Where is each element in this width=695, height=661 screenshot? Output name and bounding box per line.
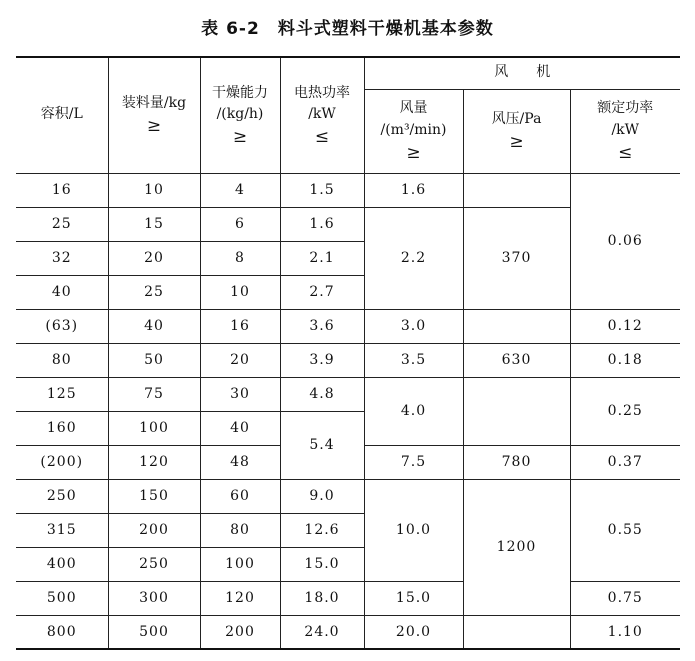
cell-rated: 0.12 [570, 309, 680, 343]
cell-load: 10 [108, 173, 200, 207]
cell-heat: 1.6 [280, 207, 364, 241]
cell-capacity: 400 [16, 547, 108, 581]
header-pressure [463, 89, 570, 173]
cell-heat: 9.0 [280, 479, 364, 513]
cell-heat: 15.0 [280, 547, 364, 581]
cell-dry: 8 [200, 241, 280, 275]
cell-dry: 40 [200, 411, 280, 445]
cell-capacity: 25 [16, 207, 108, 241]
table-title [0, 14, 695, 39]
cell-heat: 3.6 [280, 309, 364, 343]
table-row [16, 309, 680, 343]
cell-dry: 30 [200, 377, 280, 411]
cell-capacity: 800 [16, 615, 108, 649]
cell-load: 120 [108, 445, 200, 479]
cell-heat: 2.7 [280, 275, 364, 309]
cell-load: 75 [108, 377, 200, 411]
cell-capacity: 500 [16, 581, 108, 615]
cell-pressure [463, 173, 570, 207]
cell-airflow: 15.0 [364, 581, 463, 615]
cell-heat: 1.5 [280, 173, 364, 207]
header-airflow-symbol: ≥ [406, 142, 421, 163]
table-number: 表 6-2 [201, 19, 260, 39]
cell-capacity: 160 [16, 411, 108, 445]
cell-rated: 0.25 [570, 377, 680, 445]
cell-airflow: 20.0 [364, 615, 463, 649]
cell-dry: 16 [200, 309, 280, 343]
cell-heat: 12.6 [280, 513, 364, 547]
cell-load: 300 [108, 581, 200, 615]
header-heat [280, 57, 364, 173]
cell-dry: 100 [200, 547, 280, 581]
cell-rated: 0.37 [570, 445, 680, 479]
cell-load: 100 [108, 411, 200, 445]
table-caption: 料斗式塑料干燥机基本参数 [277, 19, 494, 39]
cell-rated: 1.10 [570, 615, 680, 649]
table-row [16, 377, 680, 411]
cell-load: 50 [108, 343, 200, 377]
cell-load: 500 [108, 615, 200, 649]
cell-capacity: (63) [16, 309, 108, 343]
cell-capacity: 32 [16, 241, 108, 275]
cell-dry: 80 [200, 513, 280, 547]
cell-load: 150 [108, 479, 200, 513]
header-fan-group: 风 机 [364, 57, 680, 89]
cell-capacity: 80 [16, 343, 108, 377]
header-airflow-label-2: /(m³/min) [380, 121, 447, 138]
cell-dry: 48 [200, 445, 280, 479]
cell-load: 250 [108, 547, 200, 581]
cell-pressure: 780 [463, 445, 570, 479]
cell-airflow: 10.0 [364, 479, 463, 581]
header-load [108, 57, 200, 173]
cell-dry: 60 [200, 479, 280, 513]
cell-dry: 20 [200, 343, 280, 377]
cell-heat: 4.8 [280, 377, 364, 411]
header-heat-symbol: ≤ [314, 126, 330, 147]
cell-pressure [463, 377, 570, 445]
cell-capacity: 16 [16, 173, 108, 207]
cell-load: 20 [108, 241, 200, 275]
header-load-symbol: ≥ [146, 116, 162, 137]
table-row [16, 173, 680, 207]
header-pressure-symbol: ≥ [509, 131, 524, 152]
cell-airflow: 3.0 [364, 309, 463, 343]
cell-rated: 0.06 [570, 173, 680, 309]
header-rated-label-2: /kW [611, 121, 640, 138]
cell-heat: 24.0 [280, 615, 364, 649]
header-dry-symbol: ≥ [232, 126, 248, 147]
header-rated-symbol: ≤ [618, 142, 633, 163]
cell-dry: 120 [200, 581, 280, 615]
header-row-1 [16, 57, 680, 89]
header-rated-label-1: 额定功率 [597, 100, 654, 117]
cell-rated: 0.55 [570, 479, 680, 581]
cell-dry: 200 [200, 615, 280, 649]
cell-capacity: 125 [16, 377, 108, 411]
cell-airflow: 1.6 [364, 173, 463, 207]
cell-airflow: 4.0 [364, 377, 463, 445]
header-heat-label-2: /kW [308, 106, 336, 123]
header-airflow-label-1: 风量 [399, 100, 428, 117]
cell-airflow: 7.5 [364, 445, 463, 479]
cell-load: 25 [108, 275, 200, 309]
cell-dry: 10 [200, 275, 280, 309]
table-row [16, 479, 680, 513]
cell-heat: 2.1 [280, 241, 364, 275]
cell-airflow: 2.2 [364, 207, 463, 309]
cell-capacity: 250 [16, 479, 108, 513]
cell-pressure: 630 [463, 343, 570, 377]
cell-rated: 0.18 [570, 343, 680, 377]
cell-airflow: 3.5 [364, 343, 463, 377]
cell-capacity: 40 [16, 275, 108, 309]
parameter-table [16, 56, 680, 650]
cell-pressure: 370 [463, 207, 570, 309]
header-airflow [364, 89, 463, 173]
cell-pressure [463, 309, 570, 343]
header-dry [200, 57, 280, 173]
table-row [16, 343, 680, 377]
table-row [16, 615, 680, 649]
cell-heat: 5.4 [280, 411, 364, 479]
cell-heat: 3.9 [280, 343, 364, 377]
cell-pressure [463, 615, 570, 649]
header-dry-label-1: 干燥能力 [212, 84, 268, 101]
cell-pressure: 1200 [463, 479, 570, 615]
header-capacity: 容积/L [16, 57, 108, 173]
cell-rated: 0.75 [570, 581, 680, 615]
header-load-label: 装料量/kg [121, 95, 187, 112]
cell-dry: 4 [200, 173, 280, 207]
cell-capacity: (200) [16, 445, 108, 479]
header-rated [570, 89, 680, 173]
cell-dry: 6 [200, 207, 280, 241]
cell-capacity: 315 [16, 513, 108, 547]
cell-load: 15 [108, 207, 200, 241]
header-heat-label-1: 电热功率 [294, 84, 350, 101]
table-row [16, 581, 680, 615]
cell-heat: 18.0 [280, 581, 364, 615]
cell-load: 200 [108, 513, 200, 547]
header-pressure-label: 风压/Pa [491, 111, 542, 128]
cell-load: 40 [108, 309, 200, 343]
header-dry-label-2: /(kg/h) [216, 106, 264, 123]
